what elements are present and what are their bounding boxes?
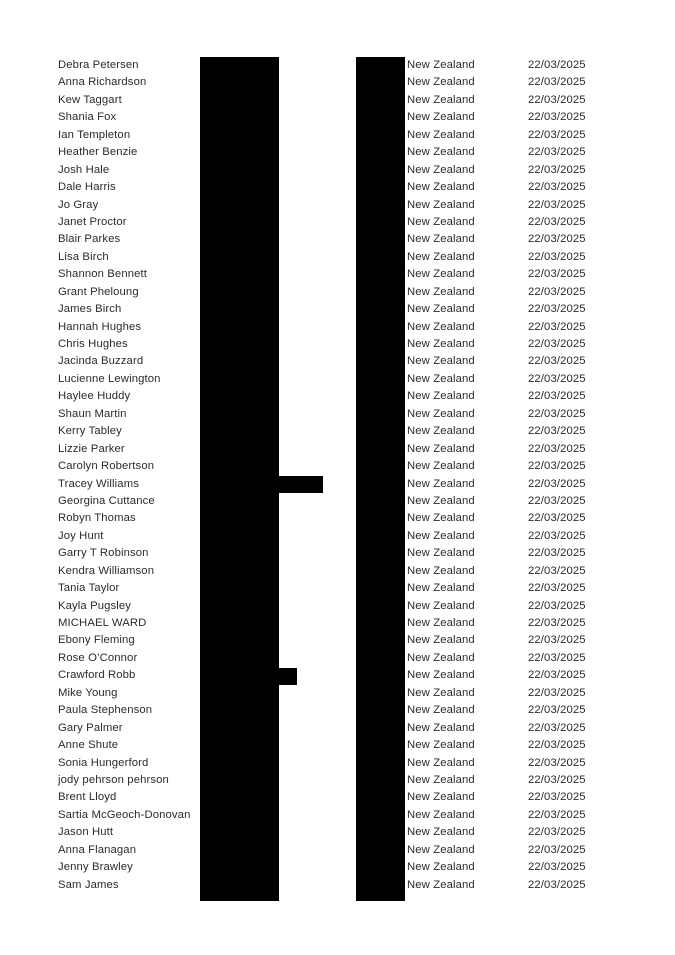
signatory-date: 22/03/2025 bbox=[528, 76, 586, 89]
signatory-date: 22/03/2025 bbox=[528, 477, 586, 490]
signatory-date: 22/03/2025 bbox=[528, 372, 586, 385]
signatory-country: New Zealand bbox=[407, 128, 475, 141]
table-row bbox=[0, 371, 675, 388]
signatory-name: Jenny Brawley bbox=[58, 861, 133, 874]
signatory-country: New Zealand bbox=[407, 773, 475, 786]
table-row bbox=[0, 231, 675, 248]
signatory-country: New Zealand bbox=[407, 181, 475, 194]
signatory-name: Tania Taylor bbox=[58, 582, 120, 595]
table-row bbox=[0, 57, 675, 74]
table-row bbox=[0, 528, 675, 545]
signatory-name: Heather Benzie bbox=[58, 146, 138, 159]
table-row bbox=[0, 702, 675, 719]
signatory-name: James Birch bbox=[58, 303, 122, 316]
table-row bbox=[0, 667, 675, 684]
signatory-date: 22/03/2025 bbox=[528, 407, 586, 420]
signatory-country: New Zealand bbox=[407, 233, 475, 246]
table-row bbox=[0, 266, 675, 283]
table-row bbox=[0, 441, 675, 458]
signatory-name: Joy Hunt bbox=[58, 529, 104, 542]
signatory-name: Kerry Tabley bbox=[58, 425, 122, 438]
signatory-date: 22/03/2025 bbox=[528, 128, 586, 141]
signatory-country: New Zealand bbox=[407, 739, 475, 752]
signatory-date: 22/03/2025 bbox=[528, 547, 586, 560]
signatory-country: New Zealand bbox=[407, 146, 475, 159]
signatory-date: 22/03/2025 bbox=[528, 529, 586, 542]
signatory-country: New Zealand bbox=[407, 303, 475, 316]
table-row bbox=[0, 842, 675, 859]
signatory-country: New Zealand bbox=[407, 338, 475, 350]
signatory-country: New Zealand bbox=[407, 808, 475, 821]
signatory-country: New Zealand bbox=[407, 355, 475, 368]
signatory-name: Lucienne Lewington bbox=[58, 372, 161, 385]
signatory-name: Grant Pheloung bbox=[58, 285, 139, 298]
signatory-name: Dale Harris bbox=[58, 181, 116, 194]
signatory-date: 22/03/2025 bbox=[528, 494, 586, 507]
signatory-country: New Zealand bbox=[407, 686, 475, 699]
redaction-tab-upper bbox=[272, 476, 323, 493]
signatory-country: New Zealand bbox=[407, 372, 475, 385]
table-row bbox=[0, 197, 675, 214]
table-row bbox=[0, 406, 675, 423]
signatory-name: Mike Young bbox=[58, 686, 118, 699]
signatory-name: Anne Shute bbox=[58, 739, 119, 752]
signatory-date: 22/03/2025 bbox=[528, 111, 586, 124]
signatory-country: New Zealand bbox=[407, 390, 475, 403]
table-row bbox=[0, 598, 675, 615]
signatory-date: 22/03/2025 bbox=[528, 163, 586, 176]
signatory-country: New Zealand bbox=[407, 634, 475, 647]
table-row bbox=[0, 214, 675, 231]
signatory-country: New Zealand bbox=[407, 425, 475, 438]
table-row bbox=[0, 249, 675, 266]
table-row bbox=[0, 510, 675, 527]
signatory-name: jody pehrson pehrson bbox=[58, 773, 169, 786]
signatory-name: Georgina Cuttance bbox=[58, 494, 155, 507]
signatory-name: Shania Fox bbox=[58, 111, 117, 124]
table-row bbox=[0, 632, 675, 649]
signatory-country: New Zealand bbox=[407, 93, 475, 106]
signatory-date: 22/03/2025 bbox=[528, 198, 586, 211]
table-row bbox=[0, 301, 675, 318]
signatory-name: Tracey Williams bbox=[58, 477, 139, 490]
signatory-date: 22/03/2025 bbox=[528, 564, 586, 577]
signatory-date: 22/03/2025 bbox=[528, 355, 586, 368]
signatory-country: New Zealand bbox=[407, 76, 475, 89]
signatory-date: 22/03/2025 bbox=[528, 442, 586, 455]
signatory-name: Janet Proctor bbox=[58, 215, 127, 228]
signatory-country: New Zealand bbox=[407, 512, 475, 525]
signatory-country: New Zealand bbox=[407, 407, 475, 420]
signatory-name: Gary Palmer bbox=[58, 721, 123, 734]
signatory-country: New Zealand bbox=[407, 529, 475, 542]
table-row bbox=[0, 580, 675, 597]
signatory-date: 22/03/2025 bbox=[528, 739, 586, 752]
signatory-country: New Zealand bbox=[407, 669, 475, 682]
signatory-date: 22/03/2025 bbox=[528, 338, 586, 350]
signatory-country: New Zealand bbox=[407, 442, 475, 455]
signatory-date: 22/03/2025 bbox=[528, 634, 586, 647]
signatory-country: New Zealand bbox=[407, 250, 475, 263]
table-row bbox=[0, 493, 675, 510]
signatory-name: Ebony Fleming bbox=[58, 634, 135, 647]
signatory-name: Shaun Martin bbox=[58, 407, 127, 420]
signatory-name: Rose O’Connor bbox=[58, 651, 138, 664]
signatory-name: Jo Gray bbox=[58, 198, 99, 211]
signatory-name: Sonia Hungerford bbox=[58, 756, 149, 769]
signatory-country: New Zealand bbox=[407, 564, 475, 577]
signatory-date: 22/03/2025 bbox=[528, 390, 586, 403]
signatory-date: 22/03/2025 bbox=[528, 250, 586, 263]
signatory-date: 22/03/2025 bbox=[528, 843, 586, 856]
signatory-date: 22/03/2025 bbox=[528, 756, 586, 769]
signatory-country: New Zealand bbox=[407, 215, 475, 228]
table-row bbox=[0, 458, 675, 475]
table-row bbox=[0, 737, 675, 754]
signatory-date: 22/03/2025 bbox=[528, 773, 586, 786]
signatory-date: 22/03/2025 bbox=[528, 59, 586, 71]
redaction-tab-lower bbox=[272, 668, 297, 685]
table-row bbox=[0, 388, 675, 405]
signatory-name: Kayla Pugsley bbox=[58, 599, 132, 612]
signatory-name: Anna Flanagan bbox=[58, 843, 137, 856]
signatory-country: New Zealand bbox=[407, 111, 475, 124]
signatory-date: 22/03/2025 bbox=[528, 93, 586, 106]
signatory-country: New Zealand bbox=[407, 704, 475, 717]
signatory-date: 22/03/2025 bbox=[528, 651, 586, 664]
signatory-country: New Zealand bbox=[407, 163, 475, 176]
table-row bbox=[0, 789, 675, 806]
signatory-date: 22/03/2025 bbox=[528, 878, 586, 891]
table-row bbox=[0, 423, 675, 440]
signatory-country: New Zealand bbox=[407, 285, 475, 298]
signatory-name: MICHAEL WARD bbox=[58, 617, 147, 629]
signatory-date: 22/03/2025 bbox=[528, 686, 586, 699]
signatory-date: 22/03/2025 bbox=[528, 826, 586, 839]
signatory-country: New Zealand bbox=[407, 59, 475, 71]
signatory-country: New Zealand bbox=[407, 861, 475, 874]
signatory-country: New Zealand bbox=[407, 198, 475, 211]
table-row bbox=[0, 336, 675, 353]
signatory-name: Anna Richardson bbox=[58, 76, 147, 89]
signatory-name: Robyn Thomas bbox=[58, 512, 136, 525]
signatory-country: New Zealand bbox=[407, 651, 475, 664]
signatory-name: Blair Parkes bbox=[58, 233, 121, 246]
signatory-name: Haylee Huddy bbox=[58, 390, 131, 403]
signatory-country: New Zealand bbox=[407, 460, 475, 473]
signatory-name: Brent Lloyd bbox=[58, 791, 117, 804]
signatory-name: Chris Hughes bbox=[58, 338, 128, 350]
signatory-country: New Zealand bbox=[407, 791, 475, 804]
signatory-name: Debra Petersen bbox=[58, 59, 139, 71]
signatory-date: 22/03/2025 bbox=[528, 181, 586, 194]
signatory-name: Kendra Williamson bbox=[58, 564, 155, 577]
signatory-date: 22/03/2025 bbox=[528, 215, 586, 228]
signatory-date: 22/03/2025 bbox=[528, 861, 586, 874]
table-row bbox=[0, 92, 675, 109]
signatory-date: 22/03/2025 bbox=[528, 146, 586, 159]
signatory-date: 22/03/2025 bbox=[528, 285, 586, 298]
signatory-date: 22/03/2025 bbox=[528, 233, 586, 246]
table-row bbox=[0, 284, 675, 301]
signatory-country: New Zealand bbox=[407, 599, 475, 612]
table-row bbox=[0, 685, 675, 702]
signatory-date: 22/03/2025 bbox=[528, 460, 586, 473]
signatory-name: Sartia McGeoch-Donovan bbox=[58, 808, 191, 821]
table-row bbox=[0, 319, 675, 336]
signatory-name: Sam James bbox=[58, 878, 119, 891]
signatory-name: Jacinda Buzzard bbox=[58, 355, 144, 368]
signatory-date: 22/03/2025 bbox=[528, 268, 586, 281]
table-row bbox=[0, 179, 675, 196]
signatory-date: 22/03/2025 bbox=[528, 669, 586, 682]
signatory-name: Crawford Robb bbox=[58, 669, 136, 682]
table-row bbox=[0, 353, 675, 370]
signatory-name: Hannah Hughes bbox=[58, 320, 142, 333]
signatory-date: 22/03/2025 bbox=[528, 303, 586, 316]
signatory-country: New Zealand bbox=[407, 617, 475, 629]
signatory-country: New Zealand bbox=[407, 268, 475, 281]
signatory-date: 22/03/2025 bbox=[528, 704, 586, 717]
table-row bbox=[0, 755, 675, 772]
signatory-table bbox=[0, 57, 675, 894]
signatory-country: New Zealand bbox=[407, 494, 475, 507]
signatory-country: New Zealand bbox=[407, 477, 475, 490]
table-row bbox=[0, 74, 675, 91]
redaction-bar-secondary bbox=[356, 57, 405, 901]
signatory-name: Paula Stephenson bbox=[58, 704, 153, 717]
signatory-name: Lisa Birch bbox=[58, 250, 109, 263]
signatory-date: 22/03/2025 bbox=[528, 425, 586, 438]
signatory-date: 22/03/2025 bbox=[528, 599, 586, 612]
table-row bbox=[0, 772, 675, 789]
signatory-name: Jason Hutt bbox=[58, 826, 114, 839]
signatory-country: New Zealand bbox=[407, 320, 475, 333]
signatory-country: New Zealand bbox=[407, 826, 475, 839]
table-row bbox=[0, 563, 675, 580]
signatory-date: 22/03/2025 bbox=[528, 512, 586, 525]
signatory-country: New Zealand bbox=[407, 721, 475, 734]
signatory-name: Ian Templeton bbox=[58, 128, 131, 141]
table-row bbox=[0, 127, 675, 144]
signatory-name: Carolyn Robertson bbox=[58, 460, 155, 473]
table-row bbox=[0, 109, 675, 126]
redaction-bar-primary bbox=[200, 57, 279, 901]
signatory-country: New Zealand bbox=[407, 843, 475, 856]
signatory-date: 22/03/2025 bbox=[528, 617, 586, 629]
table-row bbox=[0, 162, 675, 179]
signatory-name: Lizzie Parker bbox=[58, 442, 125, 455]
table-row bbox=[0, 824, 675, 841]
table-row bbox=[0, 144, 675, 161]
signatory-name: Garry T Robinson bbox=[58, 547, 149, 560]
table-row bbox=[0, 877, 675, 894]
table-row bbox=[0, 615, 675, 632]
signatory-name: Josh Hale bbox=[58, 163, 110, 176]
table-row bbox=[0, 807, 675, 824]
signatory-name: Shannon Bennett bbox=[58, 268, 148, 281]
signatory-country: New Zealand bbox=[407, 878, 475, 891]
signatory-date: 22/03/2025 bbox=[528, 808, 586, 821]
signatory-date: 22/03/2025 bbox=[528, 791, 586, 804]
signatory-date: 22/03/2025 bbox=[528, 582, 586, 595]
table-row bbox=[0, 650, 675, 667]
signatory-country: New Zealand bbox=[407, 547, 475, 560]
table-row bbox=[0, 859, 675, 876]
table-row bbox=[0, 476, 675, 493]
signatory-name: Kew Taggart bbox=[58, 93, 122, 106]
table-row bbox=[0, 545, 675, 562]
signatory-date: 22/03/2025 bbox=[528, 320, 586, 333]
signatory-country: New Zealand bbox=[407, 756, 475, 769]
table-row bbox=[0, 720, 675, 737]
signatory-date: 22/03/2025 bbox=[528, 721, 586, 734]
signatory-country: New Zealand bbox=[407, 582, 475, 595]
